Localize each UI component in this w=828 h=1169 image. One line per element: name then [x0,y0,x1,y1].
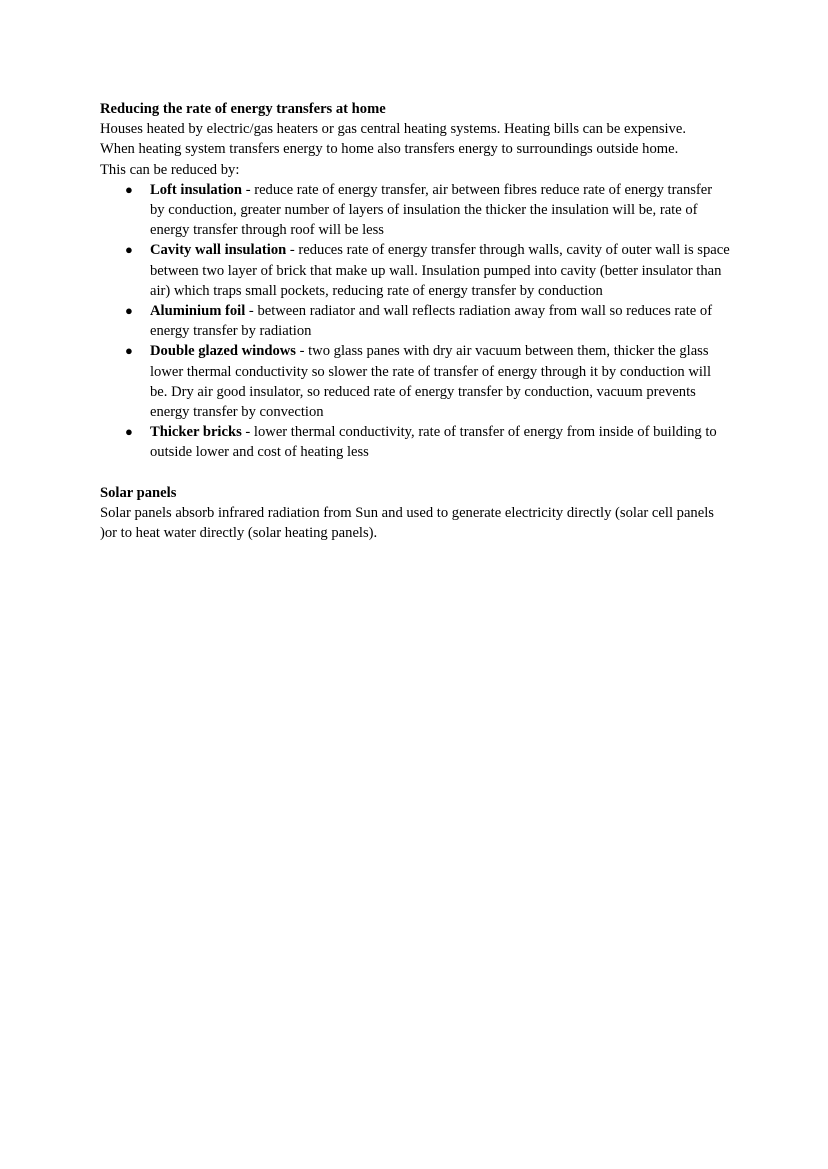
list-item-term: Cavity wall insulation [150,242,287,259]
list-item-text: - reduces rate of energy transfer through walls, cavity of outer wall is space between two layer of brick that make up wall. Insulation pumped into cavity (better insulator than air) which traps small pockets, reducing rate of energy transfer by conduction [150,242,730,299]
document-page [100,99,730,543]
solar-panels-paragraph: Solar panels absorb infrared radiation from Sun and used to generate electricity directly (solar cell panels )or to heat water directly (solar heating panels). [100,504,714,542]
intro-line: When heating system transfers energy to home also transfers energy to surroundings outside home. [100,141,679,158]
section-heading-solar-panels: Solar panels [100,484,177,501]
list-item-term: Aluminium foil [150,303,246,320]
intro-line: This can be reduced by: [100,161,240,178]
section-heading-energy-transfers: Reducing the rate of energy transfers at home [100,101,386,117]
section-spacer [100,463,730,483]
list-item-text: - two glass panes with dry air vacuum between them, thicker the glass lower thermal conductivity so slower the rate of transfer of energy through it by conduction will be. Dry air good insulator, so reduced rate of energy transfer by conduction, vacuum prevents energy transfer by convection [150,343,712,421]
list-item-text: - lower thermal conductivity, rate of transfer of energy from inside of building to outside lower and cost of heating less [150,424,717,461]
list-item-term: Thicker bricks [150,424,242,441]
list-item-term: Double glazed windows [150,343,296,360]
bullet-icon: ● [125,424,133,440]
list-item-text: - between radiator and wall reflects radiation away from wall so reduces rate of energy transfer by radiation [150,303,713,340]
intro-line: Houses heated by electric/gas heaters or gas central heating systems. Heating bills can be expensive. [100,121,686,138]
insulation-methods-list [100,180,730,463]
list-item-aluminium-foil [125,301,730,341]
list-item-text: - reduce rate of energy transfer, air between fibres reduce rate of energy transfer by conduction, greater number of layers of insulation the thicker the insulation will be, rate of energy transfer through roof will be less [150,181,713,239]
bullet-icon: ● [125,303,133,319]
bullet-icon: ● [125,242,133,258]
bullet-icon: ● [125,181,133,197]
bullet-icon: ● [125,343,133,359]
list-item-double-glazed-windows [125,341,730,422]
list-item-loft-insulation [125,180,730,241]
list-item-thicker-bricks [125,422,730,462]
list-item-term: Loft insulation [150,181,243,198]
list-item-cavity-wall-insulation [125,240,730,301]
